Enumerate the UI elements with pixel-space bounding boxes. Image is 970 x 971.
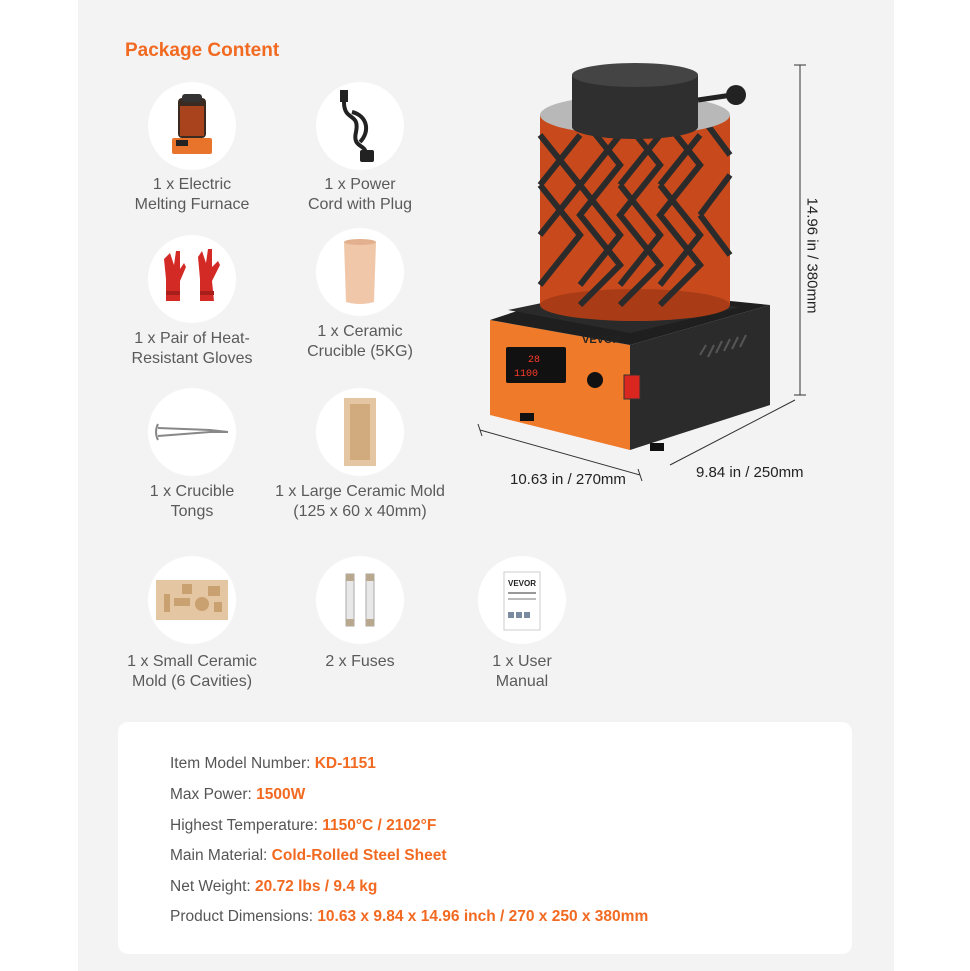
- crucible-thumbnail: [316, 228, 404, 316]
- power-cord-thumbnail: [316, 82, 404, 170]
- item-label-tongs: 1 x Crucible Tongs: [149, 483, 235, 520]
- spec-net-weight: Net Weight: 20.72 lbs / 9.4 kg: [170, 878, 378, 895]
- depth-dimension-label: 9.84 in / 250mm: [696, 464, 804, 481]
- tongs-icon: [148, 388, 236, 476]
- section-title: Package Content: [125, 40, 280, 61]
- small-mold-icon: [148, 556, 236, 644]
- width-dimension-label: 10.63 in / 270mm: [510, 471, 626, 488]
- fuses-thumbnail: [316, 556, 404, 644]
- brand-logo: VEVOR: [582, 334, 621, 346]
- display-top-reading: 28: [528, 355, 541, 366]
- spec-max-power: Max Power: 1500W: [170, 786, 306, 803]
- manual-icon: [478, 556, 566, 644]
- height-dimension-label: 14.96 in / 380mm: [803, 197, 821, 314]
- furnace-thumbnail: [148, 82, 236, 170]
- power-cord-icon: [316, 82, 404, 170]
- gloves-icon: [148, 235, 236, 323]
- spec-main-material: Main Material: Cold-Rolled Steel Sheet: [170, 847, 447, 864]
- tongs-thumbnail: [148, 388, 236, 476]
- small-mold-thumbnail: [148, 556, 236, 644]
- crucible-icon: [316, 228, 404, 316]
- item-label-large-mold: 1 x Large Ceramic Mold (125 x 60 x 40mm): [275, 483, 445, 520]
- item-label-gloves: 1 x Pair of Heat- Resistant Gloves: [131, 330, 253, 367]
- item-label-crucible: 1 x Ceramic Crucible (5KG): [307, 323, 413, 360]
- large-mold-thumbnail: [316, 388, 404, 476]
- gloves-thumbnail: [148, 235, 236, 323]
- spec-product-dimensions: Product Dimensions: 10.63 x 9.84 x 14.96 inch / 270 x 250 x 380mm: [170, 908, 649, 925]
- item-label-manual: 1 x User Manual: [492, 653, 552, 690]
- manual-thumbnail: [478, 556, 566, 644]
- display-bottom-reading: 1100: [514, 369, 539, 380]
- item-label-fuses: 2 x Fuses: [325, 653, 395, 670]
- dimension-lines: [470, 55, 810, 495]
- fuses-icon: [316, 556, 404, 644]
- manual-brand-text: VEVOR: [507, 579, 537, 588]
- item-label-furnace: 1 x Electric Melting Furnace: [134, 176, 250, 213]
- spec-model-number: Item Model Number: KD-1151: [170, 755, 376, 772]
- specifications-card: [118, 722, 852, 954]
- item-label-power-cord: 1 x Power Cord with Plug: [307, 176, 413, 213]
- item-label-small-mold: 1 x Small Ceramic Mold (6 Cavities): [127, 653, 257, 690]
- furnace-thumb-icon: [148, 82, 236, 170]
- spec-highest-temperature: Highest Temperature: 1150°C / 2102°F: [170, 817, 437, 834]
- large-mold-icon: [316, 388, 404, 476]
